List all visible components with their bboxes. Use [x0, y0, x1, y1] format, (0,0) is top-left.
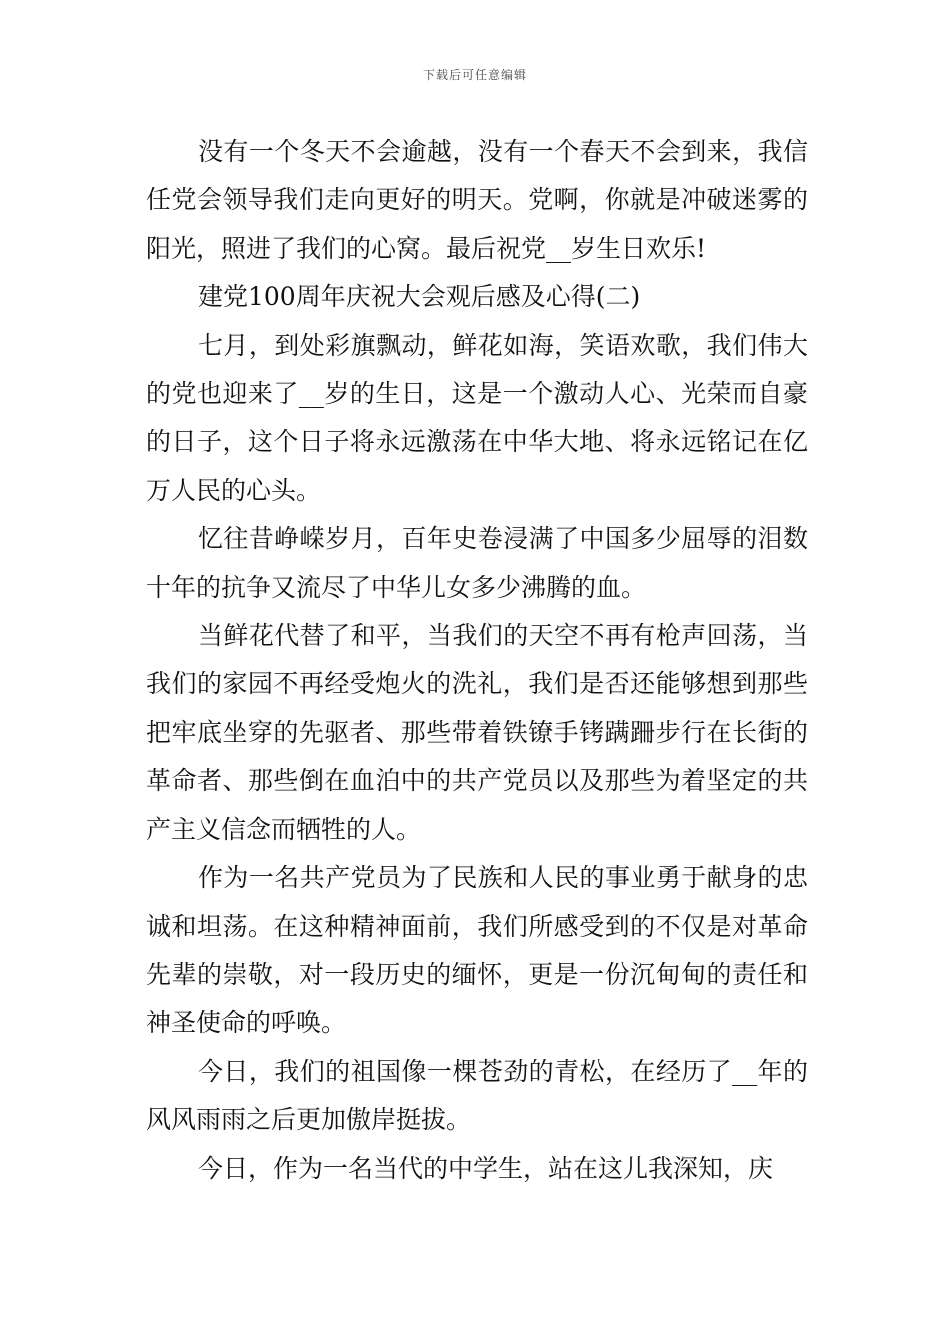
paragraph: 今日，我们的祖国像一棵苍劲的青松，在经历了__年的风风雨雨之后更加傲岸挺拔。: [146, 1056, 808, 1135]
paragraph: 作为一名共产党员为了民族和人民的事业勇于献身的忠诚和坦荡。在这种精神面前，我们所感受到的不仅是对革命先辈的崇敬，对一段历史的缅怀，更是一份沉甸甸的责任和神圣使命的呼唤。: [146, 863, 808, 1038]
header-note: 下载后可任意编辑: [422, 68, 527, 82]
paragraph: 今日，作为一名当代的中学生，站在这儿我深知，庆: [198, 1153, 774, 1183]
paragraph: 当鲜花代替了和平，当我们的天空不再有枪声回荡，当我们的家园不再经受炮火的洗礼，我们是否还能够想到那些把牢底坐穿的先驱者、那些带着铁镣手铐蹒跚步行在长街的革命者、那些倒在血泊中的共产党员以及那些为着坚定的共产主义信念而牺牲的人。: [146, 621, 808, 844]
paragraph: 没有一个冬天不会逾越，没有一个春天不会到来，我信任党会领导我们走向更好的明天。党啊，你就是冲破迷雾的阳光，照进了我们的心窝。最后祝党__岁生日欢乐!: [146, 137, 808, 263]
section-heading: 建党100周年庆祝大会观后感及心得(二): [198, 282, 641, 312]
document-body: [146, 128, 808, 1193]
paragraph: 七月，到处彩旗飘动，鲜花如海，笑语欢歌，我们伟大的党也迎来了__岁的生日，这是一个激动人心、光荣而自豪的日子，这个日子将永远激荡在中华大地、将永远铭记在亿万人民的心头。: [146, 330, 808, 505]
paragraph: 忆往昔峥嵘岁月，百年史卷浸满了中国多少屈辱的泪数十年的抗争又流尽了中华儿女多少沸腾的血。: [146, 524, 808, 602]
